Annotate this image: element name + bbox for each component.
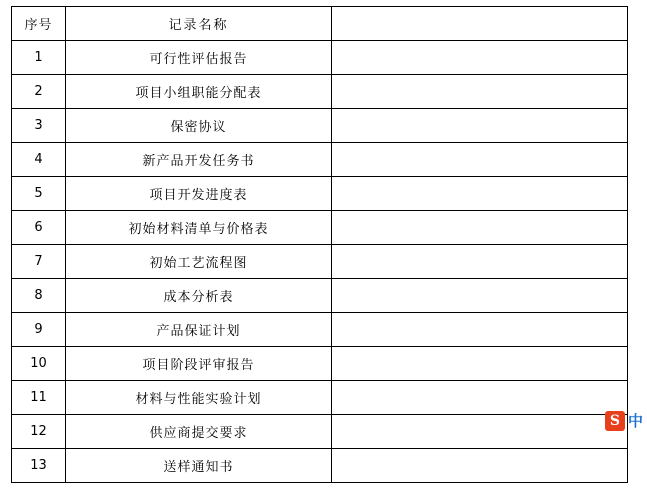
row-record-name: 产品保证计划 <box>66 313 332 347</box>
row-record-name: 项目小组职能分配表 <box>66 75 332 109</box>
table-row <box>12 415 628 449</box>
row-blank-cell <box>332 177 628 211</box>
table-body <box>12 41 628 483</box>
row-record-name: 初始工艺流程图 <box>66 245 332 279</box>
row-number: 7 <box>12 245 66 279</box>
table-header-row <box>12 7 628 41</box>
row-record-name: 新产品开发任务书 <box>66 143 332 177</box>
row-blank-cell <box>332 313 628 347</box>
row-blank-cell <box>332 75 628 109</box>
row-number: 4 <box>12 143 66 177</box>
row-blank-cell <box>332 109 628 143</box>
chinese-mark-icon: 中 <box>627 411 643 430</box>
column-header-no: 序号 <box>12 7 66 41</box>
table-row <box>12 381 628 415</box>
row-record-name: 送样通知书 <box>66 449 332 483</box>
table-row <box>12 449 628 483</box>
row-number: 11 <box>12 381 66 415</box>
table-row <box>12 109 628 143</box>
row-number: 10 <box>12 347 66 381</box>
table-row <box>12 211 628 245</box>
column-header-blank <box>332 7 628 41</box>
row-record-name: 成本分析表 <box>66 279 332 313</box>
row-blank-cell <box>332 415 628 449</box>
table-row <box>12 143 628 177</box>
column-header-record-name: 记录名称 <box>66 7 332 41</box>
sogou-logo-icon: S <box>605 411 625 431</box>
row-record-name: 项目阶段评审报告 <box>66 347 332 381</box>
row-blank-cell <box>332 143 628 177</box>
records-table <box>11 6 628 483</box>
row-record-name: 材料与性能实验计划 <box>66 381 332 415</box>
row-blank-cell <box>332 41 628 75</box>
row-record-name: 可行性评估报告 <box>66 41 332 75</box>
row-blank-cell <box>332 381 628 415</box>
row-blank-cell <box>332 245 628 279</box>
table-row <box>12 75 628 109</box>
row-number: 3 <box>12 109 66 143</box>
watermark <box>605 411 643 431</box>
table-row <box>12 177 628 211</box>
row-blank-cell <box>332 347 628 381</box>
row-blank-cell <box>332 279 628 313</box>
table-row <box>12 313 628 347</box>
row-record-name: 供应商提交要求 <box>66 415 332 449</box>
row-blank-cell <box>332 449 628 483</box>
row-record-name: 项目开发进度表 <box>66 177 332 211</box>
row-number: 1 <box>12 41 66 75</box>
table-row <box>12 41 628 75</box>
row-record-name: 初始材料清单与价格表 <box>66 211 332 245</box>
row-number: 13 <box>12 449 66 483</box>
table-header <box>12 7 628 41</box>
row-number: 12 <box>12 415 66 449</box>
row-number: 6 <box>12 211 66 245</box>
row-record-name: 保密协议 <box>66 109 332 143</box>
table-row <box>12 347 628 381</box>
row-number: 5 <box>12 177 66 211</box>
row-number: 9 <box>12 313 66 347</box>
table-row <box>12 245 628 279</box>
row-number: 8 <box>12 279 66 313</box>
table-row <box>12 279 628 313</box>
row-blank-cell <box>332 211 628 245</box>
row-number: 2 <box>12 75 66 109</box>
